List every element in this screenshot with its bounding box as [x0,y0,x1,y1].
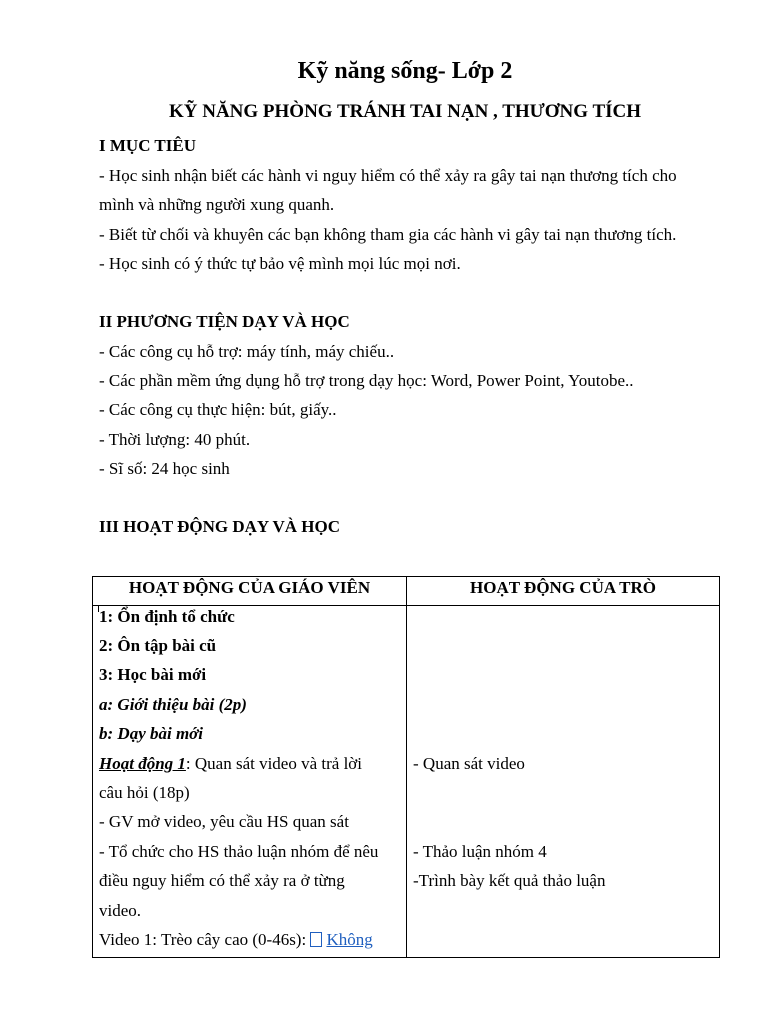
student-observe: - Quan sát video [413,754,525,773]
teacher-step-2: 2: Ôn tập bài cũ [99,636,217,655]
table-column-divider [406,577,407,957]
teacher-step-3: 3: Học bài mới [99,665,207,684]
student-column-header: HOẠT ĐỘNG CỦA TRÒ [470,578,656,597]
section1-line: - Biết từ chối và khuyên các bạn không tham gia các hành vi gây tai nạn thương tích. [99,225,677,244]
section1-line: mình và những người xung quanh. [99,195,335,214]
activity-table [92,576,720,958]
section1-heading: I MỤC TIÊU [99,136,196,155]
activity-1-line [99,754,362,774]
student-discuss: - Thảo luận nhóm 4 [413,842,547,861]
teacher-step-b: b: Dạy bài mới [99,724,204,743]
teacher-column-header: HOẠT ĐỘNG CỦA GIÁO VIÊN [128,578,371,597]
teacher-step-1: 1: Ổn định tổ chức [99,607,235,626]
video-1-link[interactable] [310,930,372,949]
teacher-organize-line: - Tổ chức cho HS thảo luận nhóm để nêu [99,842,379,861]
section1-line: - Học sinh nhận biết các hành vi nguy hiểm có thể xảy ra gây tai nạn thương tích cho [99,166,677,185]
video-1-link-text: Không [326,930,373,949]
section2-line: - Thời lượng: 40 phút. [99,430,251,449]
section2-line: - Các phần mềm ứng dụng hỗ trợ trong dạy học: Word, Power Point, Youtobe.. [99,371,634,390]
activity-1-label: Hoạt động 1 [99,754,186,773]
video-1-text: Video 1: Trèo cây cao (0-46s): [99,930,311,949]
activity-1-title: : Quan sát video và trả lời [185,754,363,773]
teacher-instruction: - GV mở video, yêu cầu HS quan sát [99,812,349,831]
section1-line: - Học sinh có ý thức tự bảo vệ mình mọi lúc mọi nơi. [99,254,461,273]
document-subtitle: KỸ NĂNG PHÒNG TRÁNH TAI NẠN , THƯƠNG TÍCH [168,101,642,122]
section2-heading: II PHƯƠNG TIỆN DẠY VÀ HỌC [99,312,350,331]
table-header-divider [93,605,719,606]
section2-line: - Sĩ số: 24 học sinh [99,459,230,478]
teacher-organize-line: video. [99,901,142,920]
activity-1-continuation: câu hỏi (18p) [99,783,190,802]
student-present: -Trình bày kết quả thảo luận [413,871,606,890]
teacher-step-a: a: Giới thiệu bài (2p) [99,695,247,714]
link-box-icon [310,932,322,947]
document-title: Kỹ năng sống- Lớp 2 [297,58,513,84]
teacher-organize-line: điều nguy hiểm có thể xảy ra ở từng [99,871,345,890]
section2-line: - Các công cụ thực hiện: bút, giấy.. [99,400,337,419]
video-1-line [99,930,373,950]
section2-line: - Các công cụ hỗ trợ: máy tính, máy chiếu.. [99,342,395,361]
section3-heading: III HOẠT ĐỘNG DẠY VÀ HỌC [99,517,341,536]
